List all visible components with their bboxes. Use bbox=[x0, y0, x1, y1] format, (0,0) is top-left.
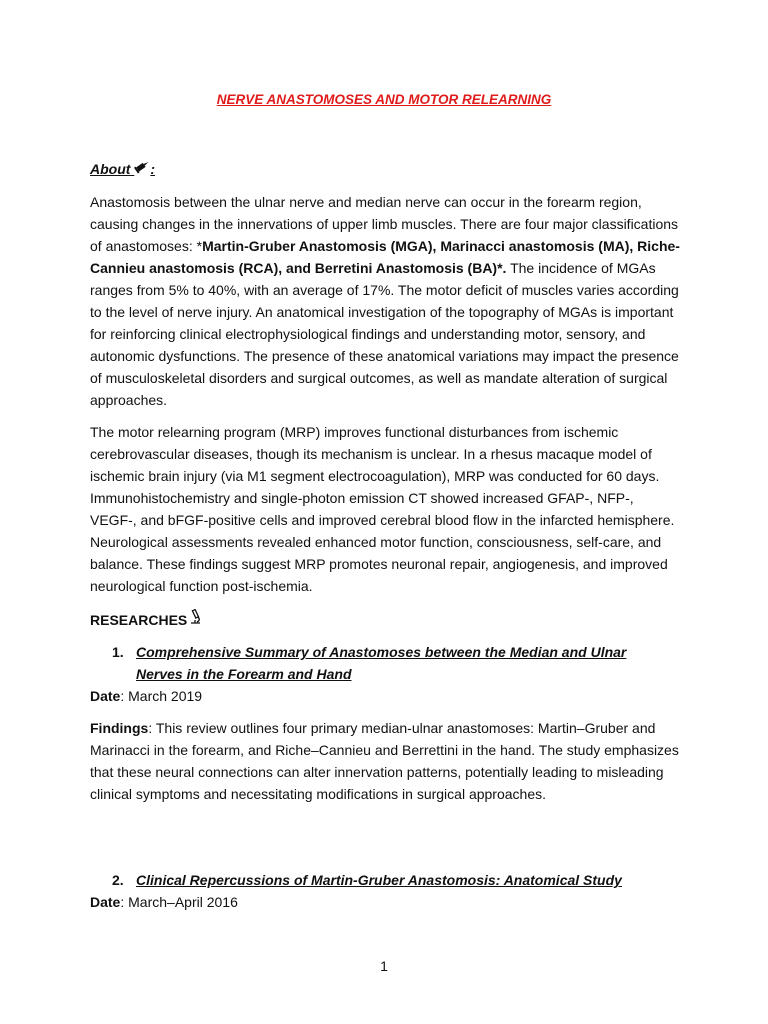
findings-label: Findings bbox=[90, 720, 149, 736]
para1-text-a: Anastomosis between the ulnar nerve and median nerve can occur in the forearm region, causing changes in the innervations of upper limb muscles. There are four major classifications of anastomoses: * bbox=[90, 194, 679, 254]
date-label: Date bbox=[90, 894, 121, 910]
research-item-1 bbox=[112, 641, 672, 685]
about-label: About bbox=[90, 161, 131, 177]
para1-bold-classifications: Martin-Gruber Anastomosis (MGA), Marinacci anastomosis (MA), Riche-Cannieu anastomosis (RCA), and Berretini Anastomosis (BA)*. bbox=[90, 238, 680, 276]
research-1-title: Comprehensive Summary of Anastomoses between the Median and Ulnar Nerves in the Forearm and Hand bbox=[136, 644, 627, 682]
page-number: 1 bbox=[380, 958, 388, 974]
researches-label: RESEARCHES bbox=[90, 612, 188, 628]
researches-heading bbox=[90, 609, 203, 631]
findings-text: : This review outlines four primary median-ulnar anastomoses: Martin–Gruber and Marinacci in the forearm, and Riche–Cannieu and Berrettini in the hand. The study emphasizes that these neural connections can alter innervation patterns, potentially leading to misleading clinical symptoms and necessitating modifications in surgical approaches. bbox=[90, 720, 679, 802]
research-2-number: 2. bbox=[112, 872, 124, 888]
research-1-findings bbox=[90, 717, 680, 805]
date-value: : March 2019 bbox=[120, 688, 203, 704]
research-item-2 bbox=[112, 869, 672, 891]
microscope-icon bbox=[187, 609, 203, 631]
research-1-number: 1. bbox=[112, 644, 124, 660]
about-heading bbox=[90, 158, 155, 180]
date-label: Date bbox=[90, 688, 121, 704]
pushpin-icon bbox=[134, 158, 150, 180]
research-2-date bbox=[90, 891, 238, 913]
paragraph-motor-relearning: The motor relearning program (MRP) improves functional disturbances from ischemic cerebrovascular diseases, though its mechanism is unclear. In a rhesus macaque model of ischemic brain injury (via M1 segment electrocoagulation), MRP was conducted for 60 days. Immunohistochemistry and single-photon emission CT showed increased GFAP-, NFP-, VEGF-, and bFGF-positive cells and improved cerebral blood flow in the infarcted hemisphere. Neurological assessments revealed enhanced motor function, consciousness, self-care, and balance. These findings suggest MRP promotes neuronal repair, angiogenesis, and improved neurological function post-ischemia. bbox=[90, 424, 675, 594]
date-value: : March–April 2016 bbox=[120, 894, 238, 910]
para1-text-b: The incidence of MGAs ranges from 5% to 40%, with an average of 17%. The motor deficit of muscles varies according to the level of nerve injury. An anatomical investigation of the topography of MGAs is important for reinforcing clinical electrophysiological findings and understanding motor, sensory, and autonomic dysfunctions. The presence of these anatomical variations may impact the presence of musculoskeletal disorders and surgical outcomes, as well as mandate alteration of surgical approaches. bbox=[90, 260, 679, 408]
about-colon: : bbox=[150, 161, 155, 177]
document-title: NERVE ANASTOMOSES AND MOTOR RELEARNING bbox=[216, 92, 552, 107]
research-2-title: Clinical Repercussions of Martin-Gruber Anastomosis: Anatomical Study bbox=[136, 872, 622, 888]
research-1-date bbox=[90, 685, 202, 707]
paragraph-anastomosis bbox=[90, 191, 680, 411]
